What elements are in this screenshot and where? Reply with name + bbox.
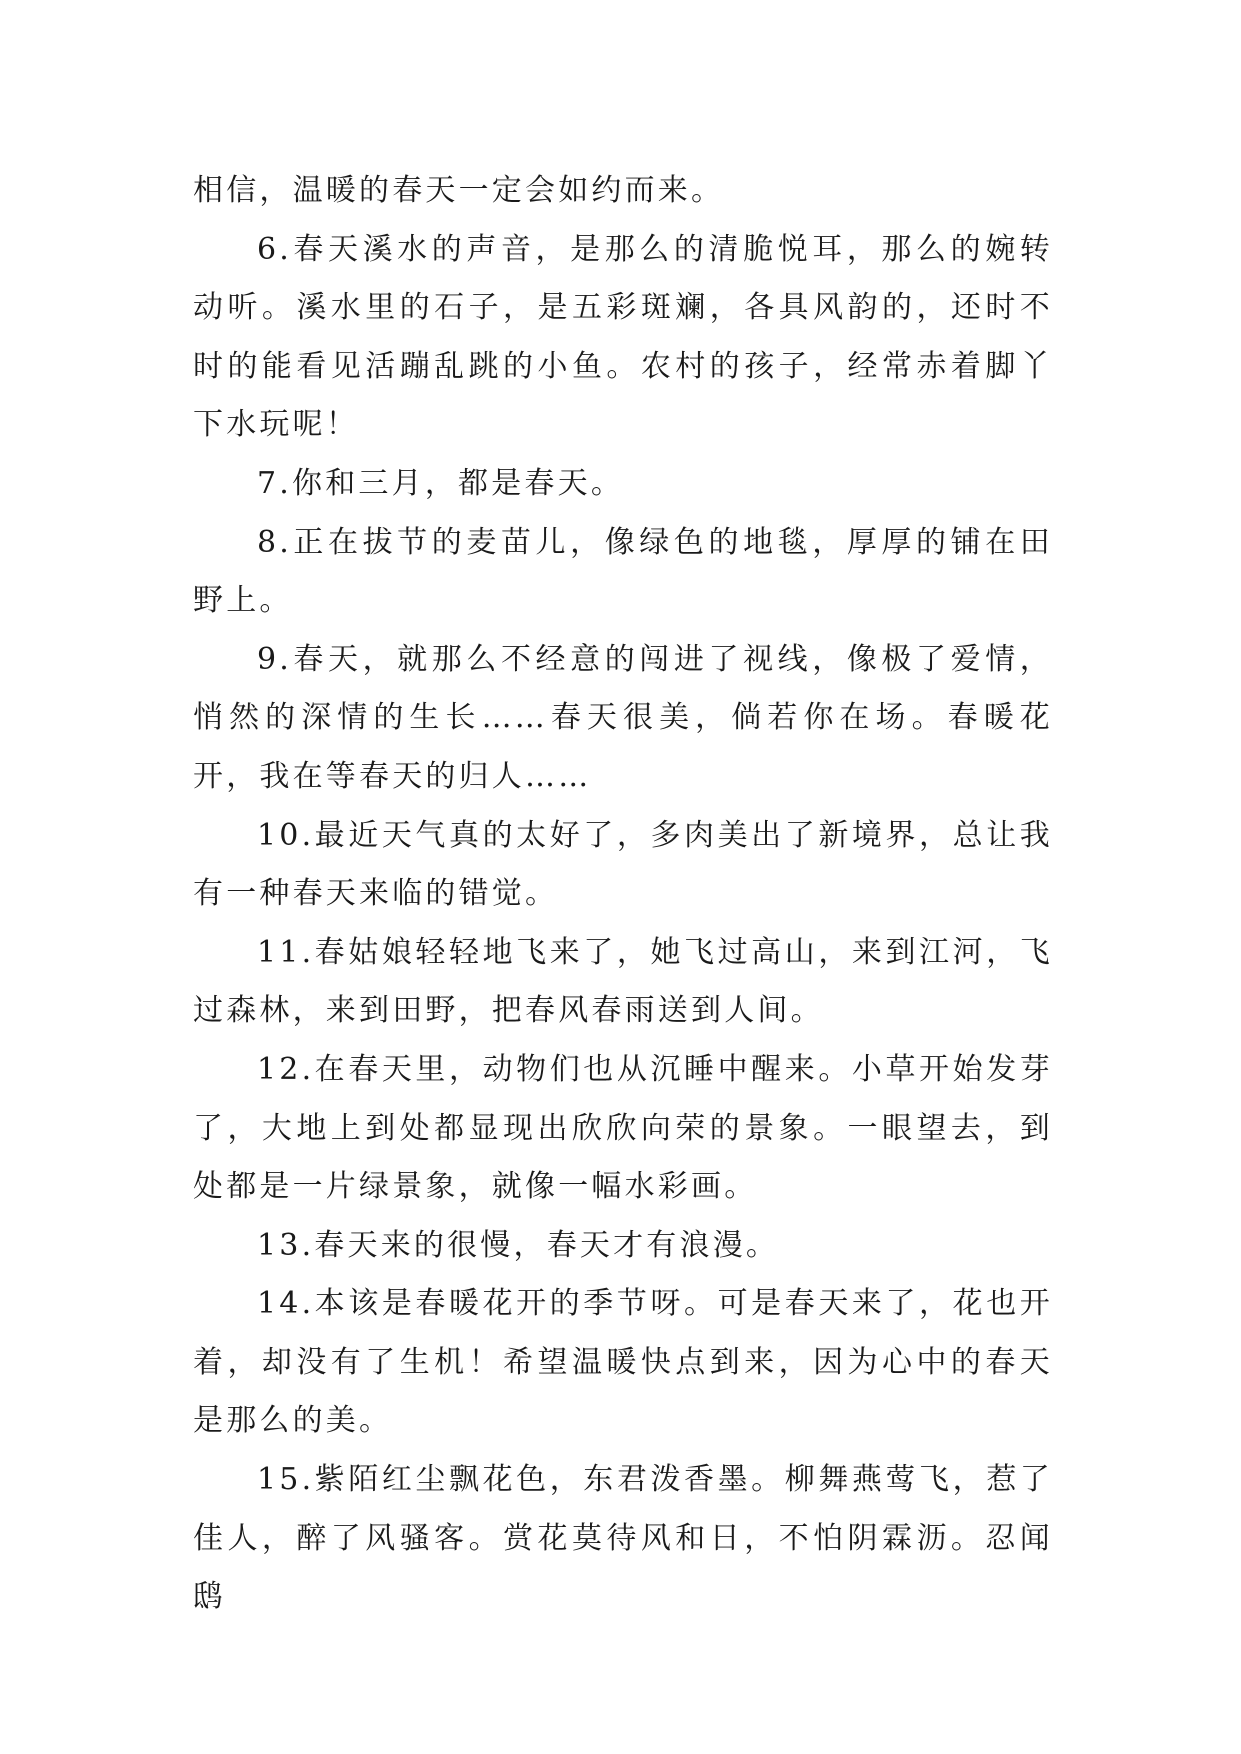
paragraph-item-12: 12.在春天里，动物们也从沉睡中醒来。小草开始发芽了，大地上到处都显现出欣欣向荣的景象。一眼望去，到处都是一片绿景象，就像一幅水彩画。 [193,1051,1053,1205]
paragraph-continuation: 相信，温暖的春天一定会如约而来。 [193,173,725,208]
paragraph-item-8: 8.正在拔节的麦苗儿，像绿色的地毯，厚厚的铺在田野上。 [193,524,1053,619]
paragraph-item-6: 6.春天溪水的声音，是那么的清脆悦耳，那么的婉转动听。溪水里的石子，是五彩斑斓，各具风韵的，还时不时的能看见活蹦乱跳的小鱼。农村的孩子，经常赤着脚丫下水玩呢！ [193,231,1053,443]
paragraph-item-10: 10.最近天气真的太好了，多肉美出了新境界，总让我有一种春天来临的错觉。 [193,817,1053,912]
paragraph-item-15: 15.紫陌红尘飘花色，东君泼香墨。柳舞燕莺飞，惹了佳人，醉了风骚客。赏花莫待风和日，不怕阴霖沥。忍闻鸱 [193,1462,1053,1615]
paragraph-item-9: 9.春天，就那么不经意的闯进了视线，像极了爱情，悄然的深情的生长……春天很美，倘若你在场。春暖花开，我在等春天的归人…… [193,641,1053,794]
paragraph-item-11: 11.春姑娘轻轻地飞来了，她飞过高山，来到江河，飞过森林，来到田野，把春风春雨送到人间。 [193,934,1053,1029]
paragraph-item-7: 7.你和三月，都是春天。 [257,465,625,501]
document-body [193,162,1053,1627]
paragraph-item-14: 14.本该是春暖花开的季节呀。可是春天来了，花也开着，却没有了生机！希望温暖快点到来，因为心中的春天是那么的美。 [193,1286,1053,1439]
paragraph-item-13: 13.春天来的很慢，春天才有浪漫。 [257,1227,780,1263]
